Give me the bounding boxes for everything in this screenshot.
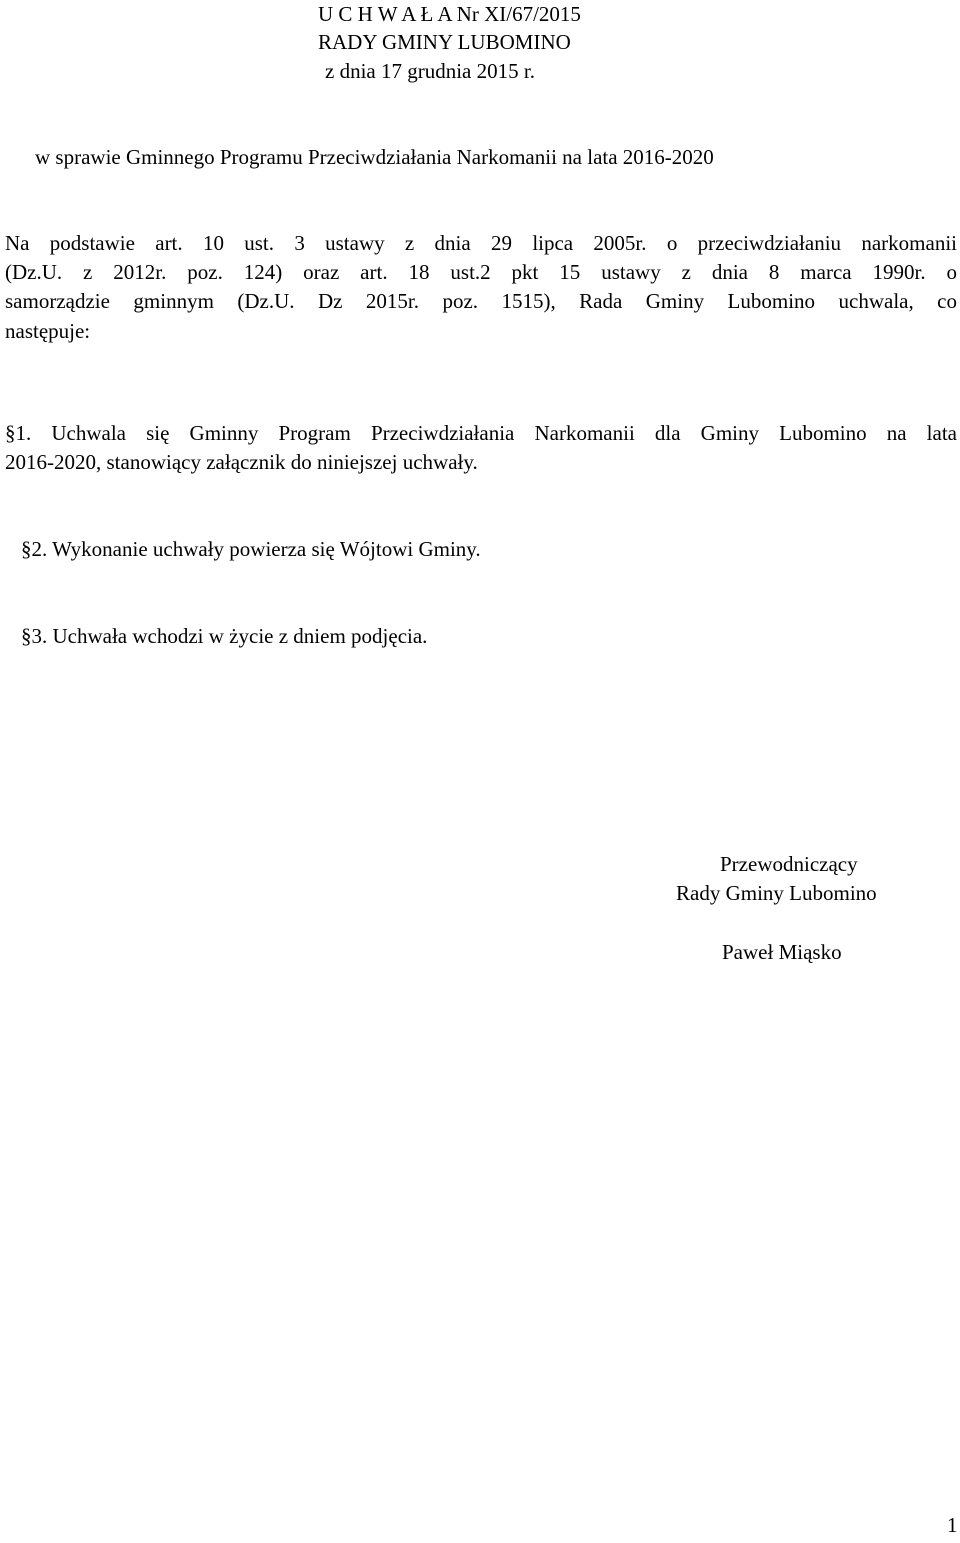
paragraph-1-continuation: 2016-2020, stanowiący załącznik do niniejszej uchwały.	[5, 450, 478, 474]
paragraph-1-text: 1. Uchwala się Gminny Program Przeciwdziałania Narkomanii dla Gminy Lubomino na lata	[15, 421, 957, 445]
section-symbol: §	[5, 421, 16, 445]
section-symbol: §	[21, 537, 32, 561]
paragraph-2	[21, 535, 481, 564]
signature-name: Paweł Miąsko	[722, 940, 842, 964]
resolution-date: z dnia 17 grudnia 2015 r.	[325, 59, 535, 83]
preamble-line-2: (Dz.U. z 2012r. poz. 124) oraz art. 18 ust.2 pkt 15 ustawy z dnia 8 marca 1990r. o	[5, 260, 957, 284]
section-symbol: §	[21, 624, 32, 648]
signature-council: Rady Gminy Lubomino	[676, 881, 877, 905]
preamble-line-3: samorządzie gminnym (Dz.U. Dz 2015r. poz. 1515), Rada Gminy Lubomino uchwala, co	[5, 289, 957, 313]
resolution-title: U C H W A Ł A Nr XI/67/2015	[318, 2, 581, 26]
paragraph-3	[21, 622, 427, 651]
page-number: 1	[947, 1513, 958, 1537]
paragraph-3-text: 3. Uchwała wchodzi w życie z dniem podjęcia.	[31, 624, 428, 648]
council-name: RADY GMINY LUBOMINO	[318, 30, 571, 54]
preamble-line-4: następuje:	[5, 319, 91, 343]
resolution-subject: w sprawie Gminnego Programu Przeciwdziałania Narkomanii na lata 2016-2020	[35, 145, 714, 169]
paragraph-2-text: 2. Wykonanie uchwały powierza się Wójtowi Gminy.	[31, 537, 481, 561]
signature-role: Przewodniczący	[720, 852, 858, 876]
preamble-line-1: Na podstawie art. 10 ust. 3 ustawy z dnia 29 lipca 2005r. o przeciwdziałaniu narkomanii	[5, 231, 957, 255]
paragraph-1	[5, 419, 957, 448]
